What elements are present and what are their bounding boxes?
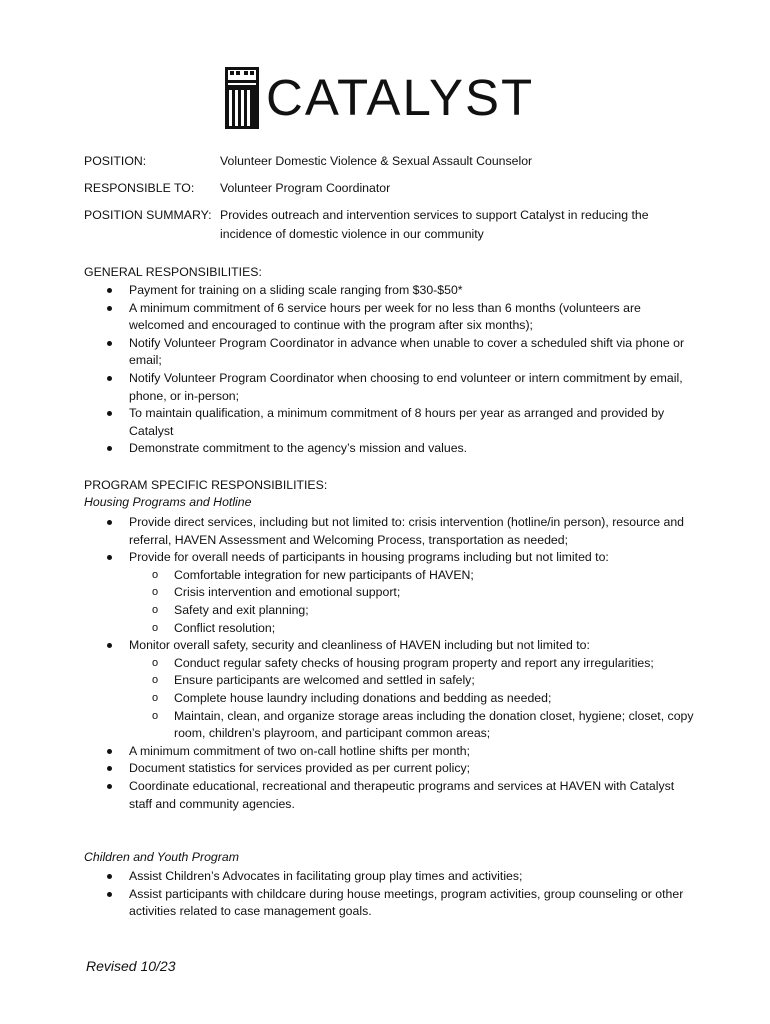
catalyst-logo (224, 64, 535, 130)
housing-heading: Housing Programs and Hotline (84, 495, 252, 509)
list-item: A minimum commitment of 6 service hours per week for no less than 6 months (volunteers are welcomed and encouraged to continue with the program after six months); (106, 300, 698, 335)
summary-label: POSITION SUMMARY: (84, 208, 212, 222)
building-door-icon (224, 66, 260, 130)
sub-list-item: o Complete house laundry including donations and bedding as needed; (129, 690, 698, 708)
sub-list-item: o Ensure participants are welcomed and settled in safely; (129, 672, 698, 690)
logo-wordmark: CATALYST (266, 69, 535, 126)
position-value: Volunteer Domestic Violence & Sexual Assault Counselor (220, 154, 533, 168)
list-item: Payment for training on a sliding scale ranging from $30-$50* (106, 282, 698, 300)
responsible-value: Volunteer Program Coordinator (220, 181, 391, 195)
responsible-label: RESPONSIBLE TO: (84, 181, 195, 195)
program-heading: PROGRAM SPECIFIC RESPONSIBILITIES: (84, 478, 328, 492)
list-item: To maintain qualification, a minimum commitment of 8 hours per year as arranged and provided by Catalyst (106, 405, 698, 440)
list-item: Document statistics for services provided as per current policy; (106, 760, 698, 778)
list-item: Assist participants with childcare during house meetings, program activities, group counseling or other activities related to case management goals. (106, 886, 698, 921)
sub-list (129, 655, 698, 743)
list-item: Demonstrate commitment to the agency’s mission and values. (106, 440, 698, 458)
sub-list-item: o Comfortable integration for new participants of HAVEN; (129, 567, 698, 585)
list-item: Provide direct services, including but not limited to: crisis intervention (hotline/in person), resource and referral, HAVEN Assessment and Welcoming Process, transportation as needed; (106, 514, 698, 549)
sub-list-item: o Conflict resolution; (129, 620, 698, 638)
list-item: Notify Volunteer Program Coordinator in advance when unable to cover a scheduled shift via phone or email; (106, 335, 698, 370)
sub-list (129, 567, 698, 637)
summary-value: Provides outreach and intervention services to support Catalyst in reducing the incidence of domestic violence in our community (220, 208, 649, 241)
list-item: Coordinate educational, recreational and therapeutic programs and services at HAVEN with Catalyst staff and community agencies. (106, 778, 698, 813)
sub-list-item: o Safety and exit planning; (129, 602, 698, 620)
housing-list (106, 514, 698, 813)
general-heading: GENERAL RESPONSIBILITIES: (84, 265, 262, 279)
children-list (106, 868, 698, 921)
children-heading: Children and Youth Program (84, 850, 239, 864)
list-item: Assist Children’s Advocates in facilitating group play times and activities; (106, 868, 698, 886)
list-item: Monitor overall safety, security and cleanliness of HAVEN including but not limited to: o Conduct regular safety checks of housing program property and report any irregularities; o Ensure participants are welcomed and settled in safely; o Complete house laundry including donations and bedding as needed; o Maintain, clean, and organize storage areas including the donation closet, hygiene; closet, copy room, children’s playroom, and participant common areas; (106, 637, 698, 743)
sub-list-item: o Maintain, clean, and organize storage areas including the donation closet, hygiene; closet, copy room, children’s playroom, and participant common areas; (129, 708, 698, 743)
sub-list-item: o Conduct regular safety checks of housing program property and report any irregularities; (129, 655, 698, 673)
sub-list-item: o Crisis intervention and emotional support; (129, 584, 698, 602)
revised-date: Revised 10/23 (86, 958, 176, 974)
list-item: A minimum commitment of two on-call hotline shifts per month; (106, 743, 698, 761)
general-list (106, 282, 698, 458)
list-item: Provide for overall needs of participants in housing programs including but not limited to: o Comfortable integration for new participants of HAVEN; o Crisis intervention and emotional support; o Safety and exit planning; o Conflict resolution; (106, 549, 698, 637)
position-label: POSITION: (84, 154, 147, 168)
list-item: Notify Volunteer Program Coordinator when choosing to end volunteer or intern commitment by email, phone, or in-person; (106, 370, 698, 405)
